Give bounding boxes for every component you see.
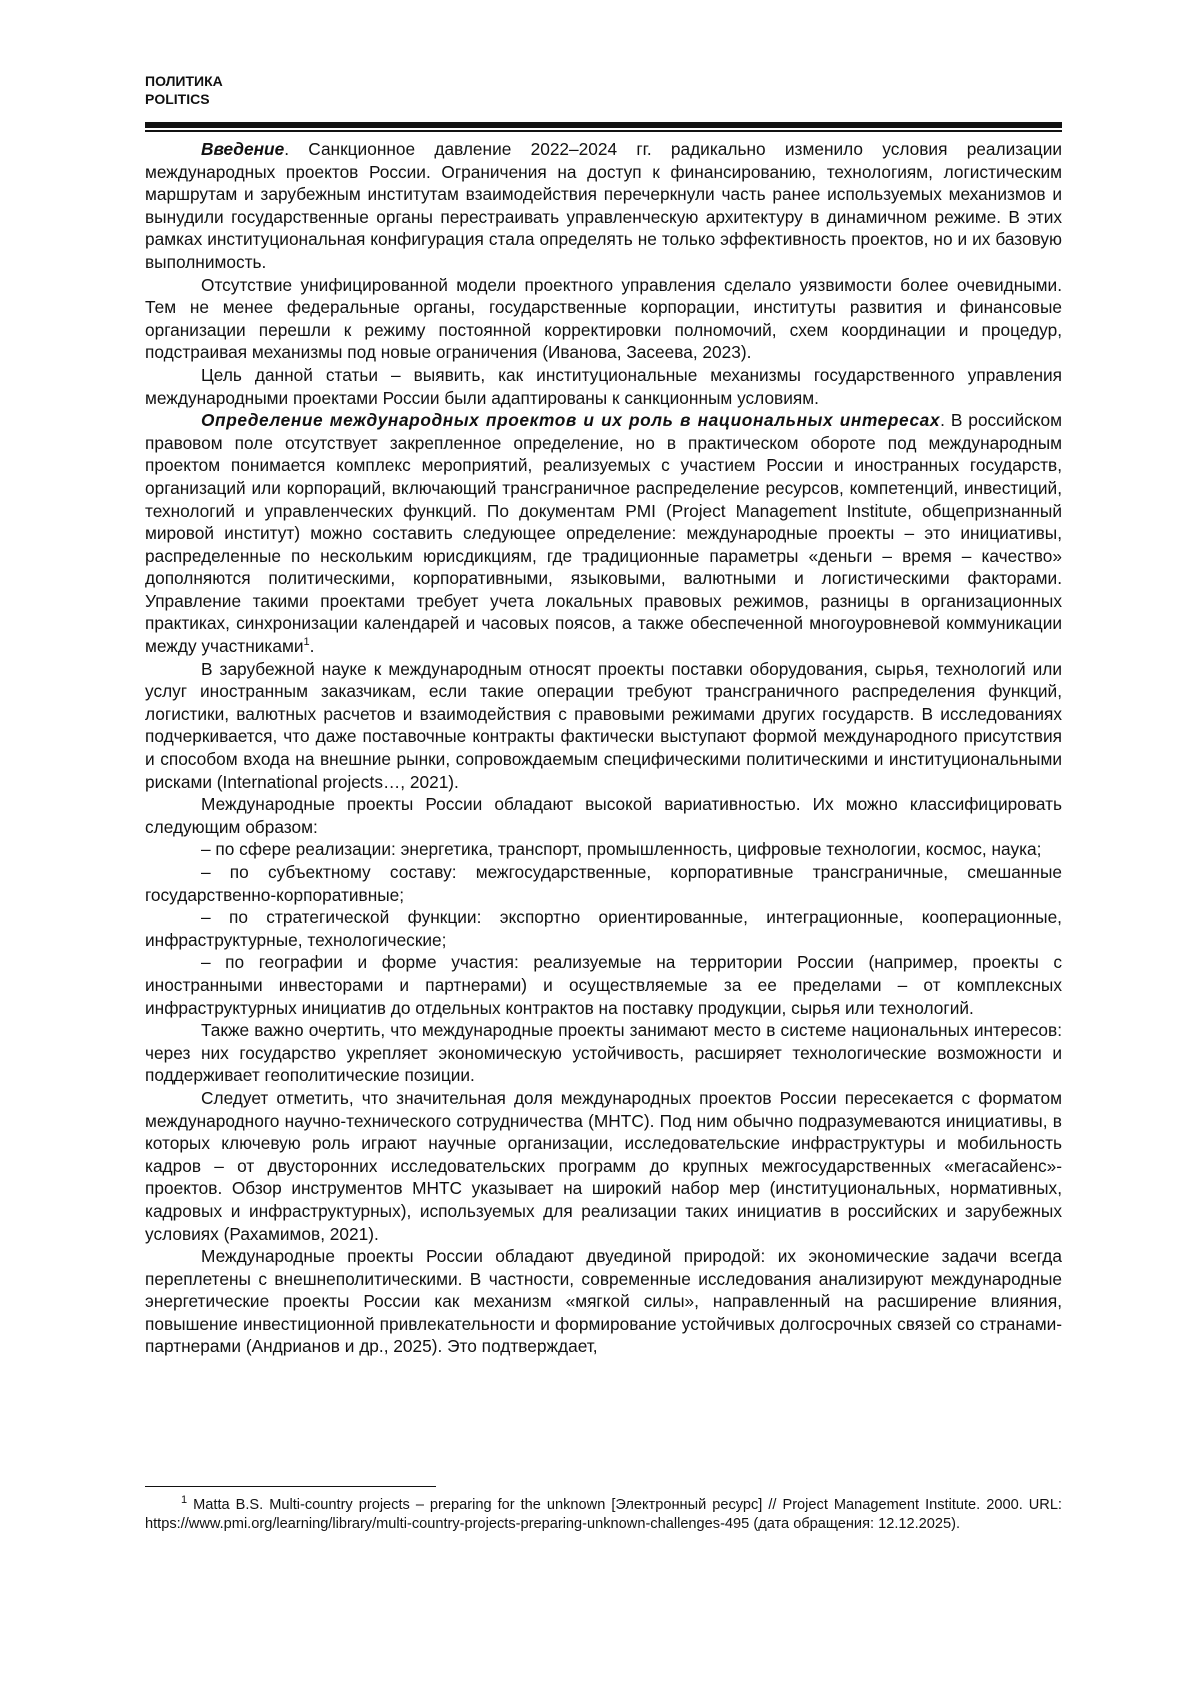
list-item: – по стратегической функции: экспортно ориентированные, интеграционные, кооперационные, инфраструктурные, технологические; bbox=[145, 907, 1062, 950]
definition-text: . В российском правовом поле отсутствует закрепленное определение, но в практическом обороте под международным проектом понимается комплекс мероприятий, реализуемых с участием России и иностранных государств, организаций или корпораций, включающий трансграничное распределение ресурсов, компетенций, инвестиций, технологий и управленческих функций. По документам PMI (Project Management Institute, общепризнанный мировой институт) можно составить следующее определение: международные проекты – это инициативы, распределенные по нескольким юрисдикциям, где традиционные параметры «деньги – время – качество» дополняются политическими, корпоративными, языковыми, валютными и логистическими факторами. Управление такими проектами требует учета локальных правовых режимов, разницы в организационных практиках, синхронизации календарей и часовых поясов, а также обеспеченной многоуровневой коммуникации между участниками bbox=[145, 410, 1062, 657]
footnote-separator bbox=[145, 1486, 436, 1487]
list-item: – по географии и форме участия: реализуемые на территории России (например, проекты с иностранными инвесторами и партнерами) и осуществляемые за ее пределами – от комплексных инфраструктурных инициатив до отдельных контрактов на поставку продукции, сырья или технологий. bbox=[145, 952, 1062, 1018]
list-item: – по сфере реализации: энергетика, транспорт, промышленность, цифровые технологии, космос, наука; bbox=[201, 839, 1042, 860]
intro-text: . Санкционное давление 2022–2024 гг. радикально изменило условия реализации международных проектов России. Ограничения на доступ к финансированию, технологиям, логистическим маршрутам и зарубежным институтам взаимодействия перечеркнули часть ранее используемых механизмов и вынудили государственные органы перестраивать управленческую архитектуру в динамичном режиме. В этих рамках институциональная конфигурация стала определять не только эффективность проектов, но и их базовую выполнимость. bbox=[145, 139, 1062, 272]
definition-paragraph: Определение международных проектов и их роль в национальных интересах. В российском правовом поле отсутствует закрепленное определение, но в практическом обороте под международным проектом понимается комплекс мероприятий, реализуемых с участием России и иностранных государств, организаций или корпораций, включающий трансграничное распределение ресурсов, компетенций, инвестиций, технологий и управленческих функций. По документам PMI (Project Management Institute, общепризнанный мировой институт) можно составить следующее определение: международные проекты – это инициативы, распределенные по нескольким юрисдикциям, где традиционные параметры «деньги – время – качество» дополняются политическими, корпоративными, языковыми, валютными и логистическими факторами. Управление такими проектами требует учета локальных правовых режимов, разницы в организационных практиках, синхронизации календарей и часовых поясов, а также обеспеченной многоуровневой коммуникации между участниками$^1$. bbox=[145, 410, 1062, 657]
paragraph: Также важно очертить, что международные проекты занимают место в системе национальных интересов: через них государство укрепляет экономическую устойчивость, расширяет технологические возможности и поддерживает геополитические позиции. bbox=[145, 1020, 1062, 1086]
footnote-text: Matta B.S. Multi-country projects – preparing for the unknown [Электронный ресурс] // Project Management Institute. 2000. URL: https://www.pmi.org/learning/library/multi-country-projects-preparing-unknown-challenges-495 (дата обращения: 12.12.2025). bbox=[145, 1497, 1062, 1532]
paragraph: В зарубежной науке к международным относят проекты поставки оборудования, сырья, технологий или услуг иностранным заказчикам, если такие операции требуют трансграничного распределения функций, логистики, валютных расчетов и взаимодействия с правовыми режимами других государств. В исследованиях подчеркивается, что даже поставочные контракты фактически выступают формой международного присутствия и способом входа на внешние рынки, сопровождаемым специфическими политическими и институциональными рисками (International projects…, 2021). bbox=[145, 658, 1062, 792]
footnote-reference[interactable]: 1 bbox=[303, 636, 310, 649]
running-header bbox=[145, 72, 223, 108]
header-rule-thick bbox=[145, 122, 1062, 128]
article-body bbox=[145, 138, 1062, 1358]
section-title-en: POLITICS bbox=[145, 91, 210, 107]
footnote-mark: 1 bbox=[181, 1494, 188, 1507]
footnote bbox=[145, 1496, 1062, 1534]
intro-heading: Введение bbox=[201, 139, 285, 159]
paragraph: Международные проекты России обладают высокой вариативностью. Их можно классифицировать следующим образом: bbox=[145, 794, 1062, 837]
section-title-ru: ПОЛИТИКА bbox=[145, 73, 223, 89]
intro-paragraph bbox=[145, 138, 1062, 274]
header-rule-thin bbox=[145, 130, 1062, 132]
paragraph: Цель данной статьи – выявить, как институциональные механизмы государственного управления международными проектами России были адаптированы к санкционным условиям. bbox=[145, 364, 1062, 408]
paragraph: Международные проекты России обладают двуединой природой: их экономические задачи всегда переплетены с внешнеполитическими. В частности, современные исследования анализируют международные энергетические проекты России как механизм «мягкой силы», направленный на расширение влияния, повышение инвестиционной привлекательности и формирование устойчивых долгосрочных связей со странами-партнерами (Андрианов и др., 2025). Это подтверждает, bbox=[145, 1246, 1062, 1357]
paragraph: Отсутствие унифицированной модели проектного управления сделало уязвимости более очевидными. Тем не менее федеральные органы, государственные корпорации, институты развития и финансовые организации перешли к режиму постоянной корректировки полномочий, схем координации и процедур, подстраивая механизмы под новые ограничения (Иванова, Засеева, 2023). bbox=[145, 274, 1062, 363]
list-item: – по субъектному составу: межгосударственные, корпоративные трансграничные, смешанные государственно-корпоративные; bbox=[145, 862, 1062, 905]
definition-heading: Определение международных проектов и их роль в национальных интересах bbox=[201, 410, 941, 431]
paragraph: Следует отметить, что значительная доля международных проектов России пересекается с форматом международного научно-технического сотрудничества (МНТС). Под ним обычно подразумеваются инициативы, в которых ключевую роль играют научные организации, исследовательские инфраструктуры и мобильность кадров – от двусторонних исследовательских программ до крупных межгосударственных «мегасайенс»-проектов. Обзор инструментов МНТС указывает на широкий набор мер (институциональных, нормативных, кадровых и инфраструктурных), используемых для реализации таких инициатив в российских и зарубежных условиях (Рахамимов, 2021). bbox=[145, 1087, 1062, 1244]
